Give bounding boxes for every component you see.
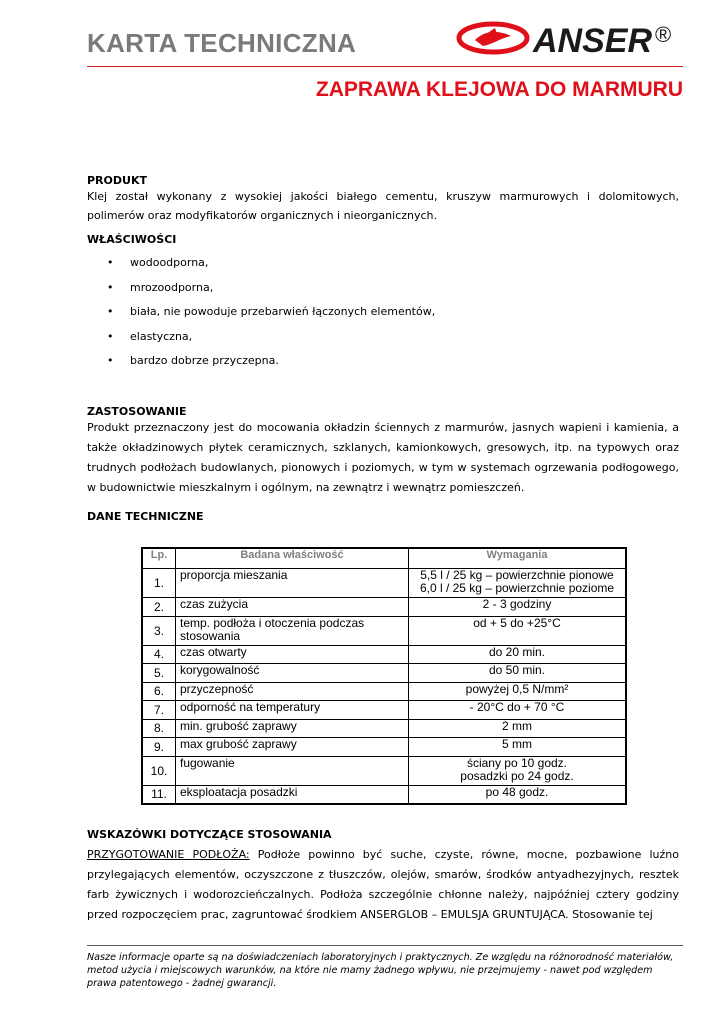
subsection-label: PRZYGOTOWANIE PODŁOŻA: [87,848,250,861]
bullet-icon: • [107,256,114,269]
requirement-line: 5 mm [502,737,532,751]
table-row [142,616,626,645]
row-requirement [409,785,627,804]
requirement-line: 5,5 l / 25 kg – powierzchnie pionowe [420,568,614,582]
requirement-line: 2 - 3 godziny [482,597,552,611]
table-row [142,785,626,804]
bullet-icon: • [107,354,114,367]
requirement-line: posadzki po 24 godz. [460,768,574,783]
footer-divider [87,945,683,946]
row-property: czas zużycia [176,598,409,617]
properties-list [87,254,679,377]
document-type-title: KARTA TECHNICZNA [87,28,357,58]
brand-name: ANSER [533,22,653,60]
row-number: 1. [142,569,176,598]
row-requirement [409,719,627,738]
table-row [142,738,626,757]
list-item: • mrozoodporna, [87,279,679,304]
row-requirement [409,598,627,617]
technical-data-table [141,547,627,805]
header-divider [87,66,683,67]
row-number: 2. [142,598,176,617]
row-number: 6. [142,682,176,701]
row-requirement [409,616,627,645]
row-number: 8. [142,719,176,738]
row-property: korygowalność [176,664,409,683]
row-requirement [409,701,627,720]
zastosowanie-description: Produkt przeznaczony jest do mocowania okładzin ściennych z marmurów, jasnych wapieni i kamienia, a także okładzinowych płytek ceramicznych, szklanych, kamionkowych, gresowych, itp. na typowych oraz trudnych podłożach budowlanych, pionowych i poziomych, w tym w systemach ogrzewania podłogowego, w budownictwie mieszkalnym i ogólnym, na zewnątrz i wewnątrz pomieszczeń. [87,421,679,494]
requirement-line: do 20 min. [488,644,546,659]
row-requirement [409,645,627,664]
list-item: • wodoodporna, [87,254,679,279]
row-number: 5. [142,664,176,683]
section-heading-dane: DANE TECHNICZNE [87,510,204,523]
row-property: odporność na temperatury [176,701,409,720]
row-requirement [409,664,627,683]
section-heading-wskazowki: WSKAZÓWKI DOTYCZĄCE STOSOWANIA [87,828,332,841]
row-property: czas otwarty [176,645,409,664]
requirement-line: ściany po 10 godz. [466,755,568,770]
row-requirement [409,569,627,598]
row-property: min. grubość zaprawy [176,719,409,738]
list-item: • biała, nie powoduje przebarwień łączonych elementów, [87,303,679,328]
requirement-line: od + 5 do +25°C [473,615,561,630]
row-property: eksploatacja posadzki [176,785,409,804]
requirement-line: po 48 godz. [485,784,549,799]
row-property: temp. podłoża i otoczenia podczas stosowania [176,616,409,645]
table-row [142,682,626,701]
column-header-number: Lp. [142,548,176,569]
bullet-icon: • [107,280,114,294]
table-header-row [142,548,626,569]
wskazowki-paragraph [87,845,679,925]
row-requirement [409,738,627,757]
bullet-icon: • [107,329,114,343]
row-property: proporcja mieszania [176,569,409,598]
section-heading-wlasciwosci: WŁAŚCIWOŚCI [87,233,177,246]
table-row [142,701,626,720]
footer-disclaimer: Nasze informacje oparte są na doświadczeniach laboratoryjnych i praktycznych. Ze względu na różnorodność materiałów, metod użycia i miejscowych warunków, na które nie mamy żadnego wpływu, nie przejmujemy - nawet pod względem prawa patentowego - żadnej gwarancji. [87,952,674,989]
registered-mark: ® [655,22,672,47]
product-title: ZAPRAWA KLEJOWA DO MARMURU [315,78,683,101]
requirement-line: do 50 min. [488,663,546,677]
table-row [142,645,626,664]
anser-logo [455,16,685,66]
section-heading-zastosowanie: ZASTOSOWANIE [87,405,187,418]
produkt-description: Klej został wykonany z wysokiej jakości białego cementu, kruszyw marmurowych i dolomitowych, polimerów oraz modyfikatorów organicznych i nieorganicznych. [87,190,679,222]
row-number: 7. [142,701,176,720]
row-number: 10. [142,756,176,785]
row-number: 3. [142,616,176,645]
section-heading-produkt: PRODUKT [87,174,147,187]
row-property: przyczepność [176,682,409,701]
list-item: • elastyczna, [87,328,679,353]
requirement-line: - 20°C do + 70 °C [469,700,565,714]
table-row [142,569,626,598]
table-row [142,598,626,617]
row-requirement [409,756,627,785]
requirement-line: powyżej 0,5 N/mm² [465,681,569,696]
list-item: • bardzo dobrze przyczepna. [87,352,679,377]
row-property: max grubość zaprawy [176,738,409,757]
column-header-property: Badana właściwość [176,548,409,569]
row-requirement [409,682,627,701]
row-property: fugowanie [176,756,409,785]
column-header-requirements: Wymagania [409,548,627,569]
bullet-icon: • [107,305,114,318]
requirement-line: 2 mm [502,718,532,733]
table-row [142,664,626,683]
table-row [142,756,626,785]
row-number: 4. [142,645,176,664]
row-number: 9. [142,738,176,757]
row-number: 11. [142,785,176,804]
wskazowki-text: Podłoże powinno być suche, czyste, równe, mocne, pozbawione luźno przylegających elementów, oczyszczone z tłuszczów, olejów, smarów, środków antyadhezyjnych, resztek farb żywicznych i wodorozcieńczalnych. Podłoża szczególnie chłonne należy, najpóźniej cztery godziny przed rozpoczęciem prac, zagruntować środkiem ANSERGLOB – EMULSJA GRUNTUJĄCA. Stosowanie tej [87,848,679,921]
anser-logo-graphic [455,16,685,66]
table-row [142,719,626,738]
requirement-line: 6,0 l / 25 kg – powierzchnie poziome [419,581,615,595]
